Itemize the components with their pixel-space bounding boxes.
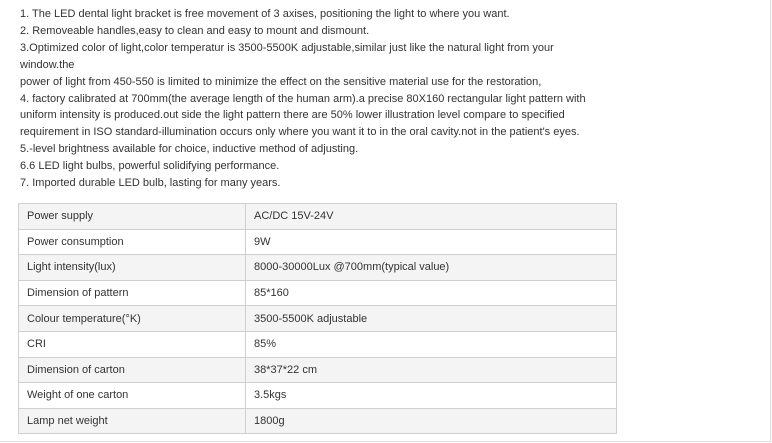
spec-value: 3500-5500K adjustable xyxy=(246,306,617,332)
spec-label: CRI xyxy=(19,331,246,357)
table-row xyxy=(19,357,617,383)
feature-line: 4. factory calibrated at 700mm(the average length of the human arm).a precise 80X160 rectangular light pattern with xyxy=(20,92,586,105)
spec-table xyxy=(18,203,617,434)
feature-line: 6.6 LED light bulbs, powerful solidifying performance. xyxy=(20,160,280,173)
table-row xyxy=(19,306,617,332)
feature-line: requirement in ISO standard-illumination occurs only where you want it to in the oral cavity.not in the patient's eyes. xyxy=(20,126,580,139)
table-row xyxy=(19,408,617,434)
spec-label: Power supply xyxy=(19,204,246,230)
feature-line: uniform intensity is produced.out side the light pattern there are 50% lower illustration level compare to specified xyxy=(20,109,565,122)
spec-value: 9W xyxy=(246,229,617,255)
spec-value: 3.5kgs xyxy=(246,383,617,409)
table-row xyxy=(19,331,617,357)
spec-label: Dimension of pattern xyxy=(19,280,246,306)
spec-label: Dimension of carton xyxy=(19,357,246,383)
spec-value: 8000-30000Lux @700mm(typical value) xyxy=(246,255,617,281)
spec-value: 38*37*22 cm xyxy=(246,357,617,383)
feature-line: 7. Imported durable LED bulb, lasting for many years. xyxy=(20,177,281,190)
table-row xyxy=(19,255,617,281)
spec-value: 1800g xyxy=(246,408,617,434)
spec-label: Weight of one carton xyxy=(19,383,246,409)
spec-value: 85% xyxy=(246,331,617,357)
feature-line: 3.Optimized color of light,color temperatur is 3500-5500K adjustable,similar just like the natural light from your xyxy=(20,41,554,54)
feature-line: power of light from 450-550 is limited to minimize the effect on the sensitive material use for the restoration, xyxy=(20,75,542,88)
spec-label: Power consumption xyxy=(19,229,246,255)
table-row xyxy=(19,383,617,409)
spec-value: 85*160 xyxy=(246,280,617,306)
feature-line: 2. Removeable handles,easy to clean and easy to mount and dismount. xyxy=(20,24,370,37)
feature-list xyxy=(20,6,610,192)
feature-line: 1. The LED dental light bracket is free movement of 3 axises, positioning the light to where you want. xyxy=(20,8,510,20)
spec-label: Light intensity(lux) xyxy=(19,255,246,281)
spec-value: AC/DC 15V-24V xyxy=(246,204,617,230)
feature-line: window.the xyxy=(20,58,75,71)
table-row xyxy=(19,204,617,230)
spec-label: Colour temperature(°K) xyxy=(19,306,246,332)
table-row xyxy=(19,229,617,255)
table-row xyxy=(19,280,617,306)
spec-label: Lamp net weight xyxy=(19,408,246,434)
feature-line: 5.-level brightness available for choice, inductive method of adjusting. xyxy=(20,143,359,156)
